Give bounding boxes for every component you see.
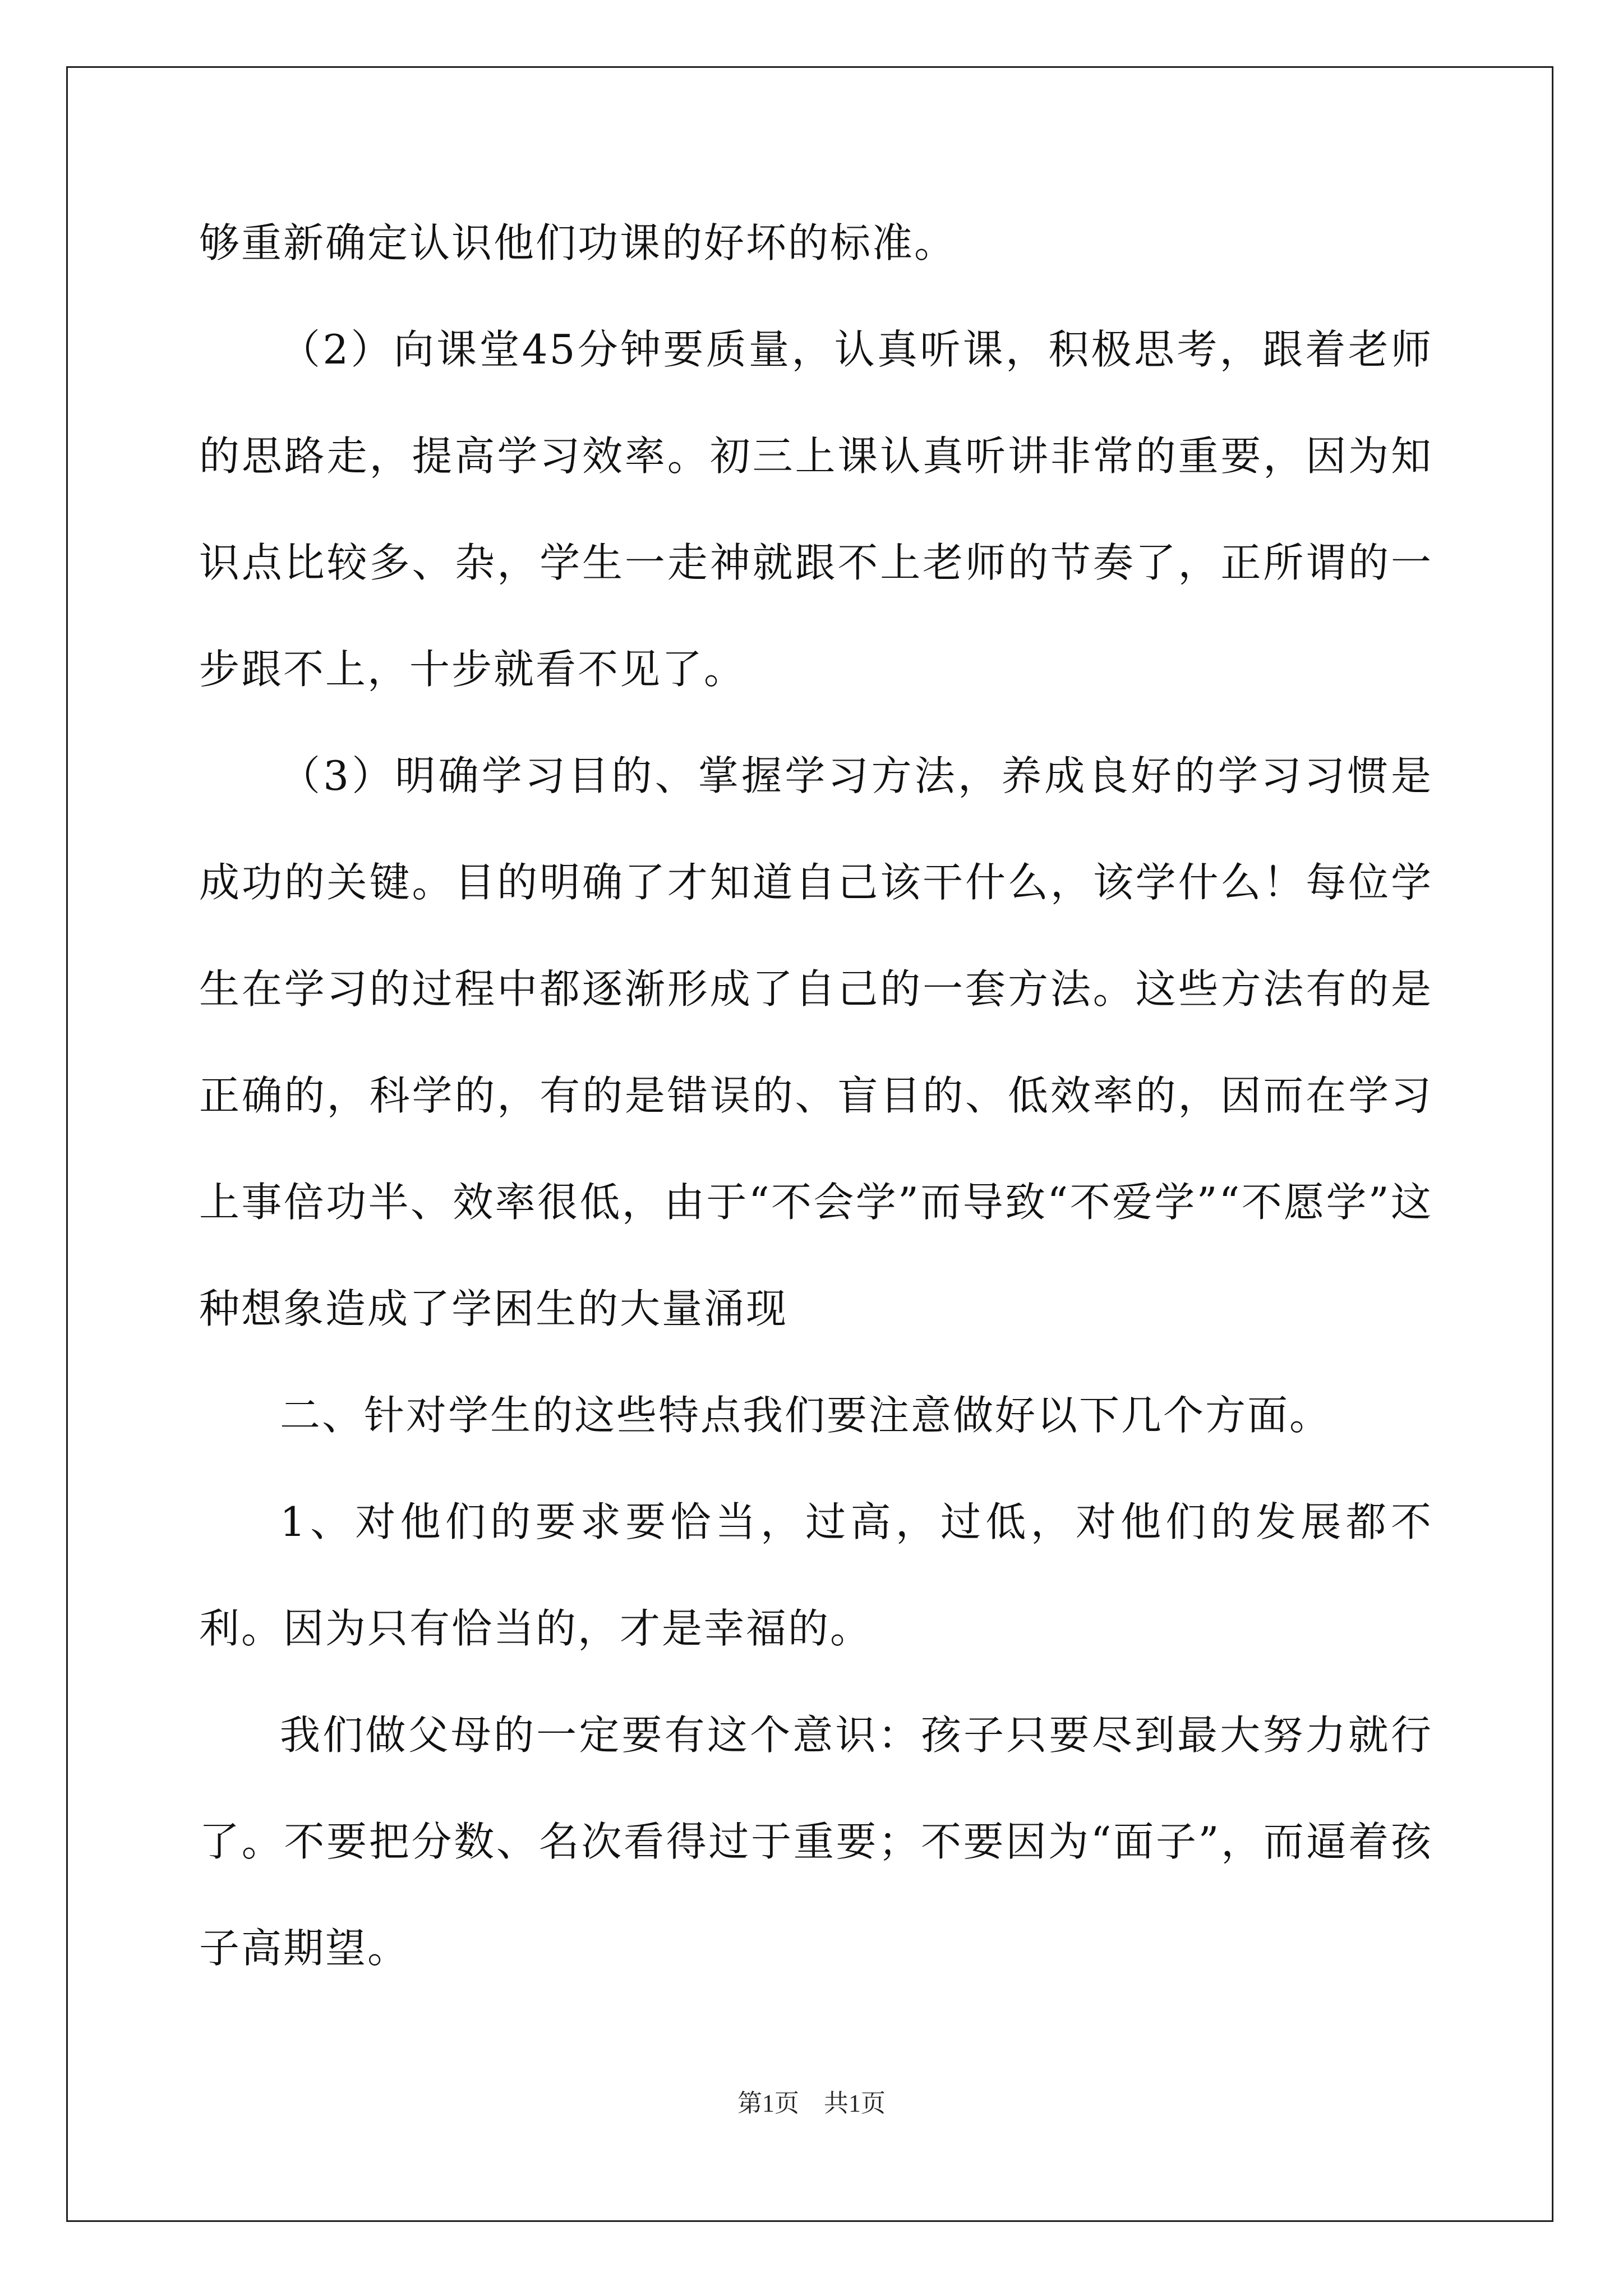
paragraph-parents: 我们做父母的一定要有这个意识：孩子只要尽到最大努力就行了。不要把分数、名次看得过于重要；不要因为“面子”，而逼着孩子高期望。 — [199, 1711, 1433, 1972]
paragraph-item-2: （2）向课堂45分钟要质量，认真听课，积极思考，跟着老师的思路走，提高学习效率。初三上课认真听讲非常的重要，因为知识点比较多、杂，学生一走神就跟不上老师的节奏了，正所谓的一步跟不上，十步就看不见了。 — [199, 326, 1433, 693]
document-body — [199, 190, 1433, 2001]
page-number-footer: 第1页 共1页 — [737, 2090, 886, 2117]
paragraph-point-1: 1、对他们的要求要恰当，过高，过低，对他们的发展都不利。因为只有恰当的，才是幸福的。 — [199, 1498, 1433, 1652]
paragraph-item-3: （3）明确学习目的、掌握学习方法，养成良好的学习习惯是成功的关键。目的明确了才知道自己该干什么，该学什么！每位学生在学习的过程中都逐渐形成了自己的一套方法。这些方法有的是正确的，科学的，有的是错误的、盲目的、低效率的，因而在学习上事倍功半、效率很低，由于“不会学”而导致“不爱学”“不愿学”这种想象造成了学困生的大量涌现 — [199, 752, 1433, 1332]
section-heading-two: 二、针对学生的这些特点我们要注意做好以下几个方面。 — [280, 1392, 1332, 1439]
paragraph-continuation: 够重新确定认识他们功课的好坏的标准。 — [199, 219, 957, 266]
